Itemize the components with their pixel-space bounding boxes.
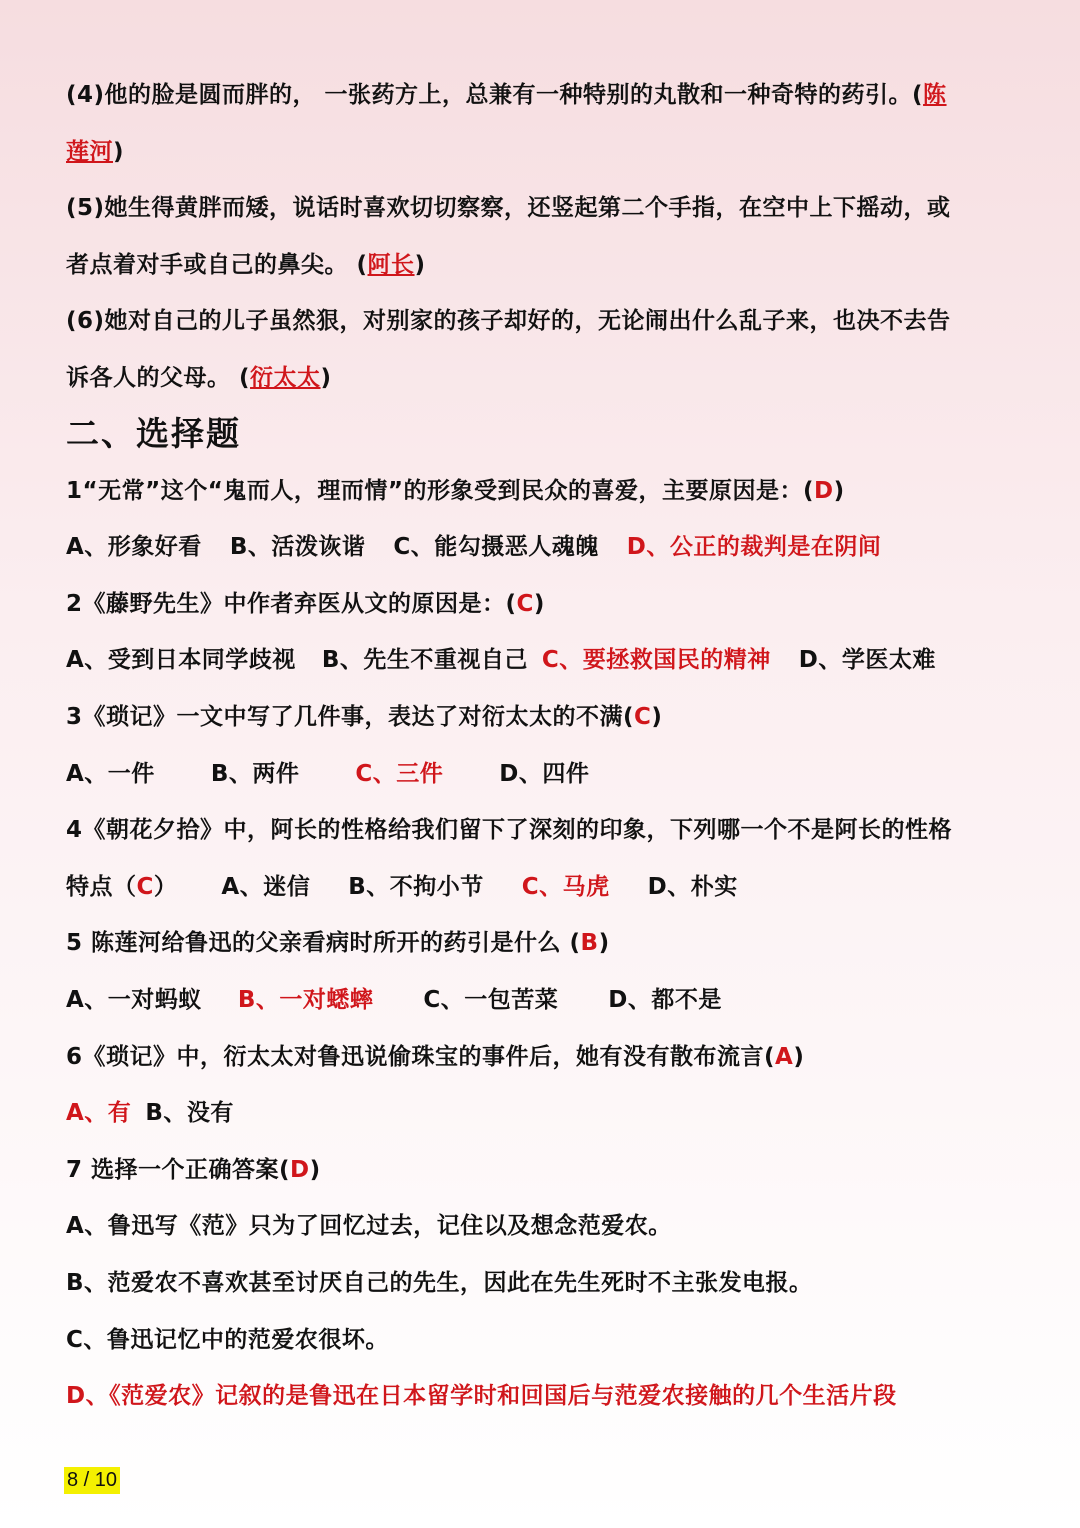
mc-q4-stem: 4《朝花夕拾》中，阿长的性格给我们留下了深刻的印象，下列哪一个不是阿长的性格 bbox=[66, 817, 953, 843]
mc-q5-opt-c: C、一包苦菜 bbox=[423, 987, 559, 1013]
mc-q5-opt-b: B、一对蟋蟀 bbox=[237, 987, 374, 1013]
mc-q5-answer: B bbox=[580, 930, 599, 956]
q4-fill-line: (4)他的脸是圆而胖的， 一张药方上，总兼有一种特别的丸散和一种奇特的药引。(陈 bbox=[66, 82, 947, 108]
q5-fill-line-2: 者点着对手或自己的鼻尖。 (阿长) bbox=[66, 252, 426, 278]
mc-q6-opt-a: A、有 bbox=[66, 1100, 132, 1126]
q6-fill-line: (6)她对自己的儿子虽然狠，对别家的孩子却好的，无论闹出什么乱子来，也决不去告 bbox=[66, 308, 951, 334]
q6-fill-line-2: 诉各人的父母。 (衍太太) bbox=[66, 365, 332, 391]
mc-q1-opt-b: B、活泼诙谐 bbox=[229, 534, 366, 560]
mc-q4-opt-b: B、不拘小节 bbox=[348, 874, 484, 900]
mc-q2-answer: C bbox=[516, 591, 534, 617]
q4-answer-part2: 莲河 bbox=[66, 139, 113, 165]
mc-q6-opt-b: B、没有 bbox=[145, 1100, 234, 1126]
mc-q3-options bbox=[66, 759, 1026, 789]
mc-q1-stem: 1“无常”这个“鬼而人，理而情”的形象受到民众的喜爱，主要原因是：(D) bbox=[66, 478, 845, 504]
page-number: 8 / 10 bbox=[64, 1467, 120, 1494]
mc-q2-options bbox=[66, 645, 1026, 675]
mc-q1-answer: D bbox=[813, 478, 834, 504]
mc-q2-opt-a: A、受到日本同学歧视 bbox=[66, 647, 296, 673]
q5-fill-line: (5)她生得黄胖而矮，说话时喜欢切切察察，还竖起第二个手指，在空中上下摇动，或 bbox=[66, 195, 951, 221]
q6-answer: 衍太太 bbox=[250, 365, 321, 391]
mc-q6-answer: A bbox=[775, 1044, 794, 1070]
mc-q4-answer: C bbox=[136, 874, 154, 900]
mc-q3-opt-c: C、三件 bbox=[355, 761, 444, 787]
mc-q3-answer: C bbox=[634, 704, 652, 730]
mc-q7-opt-d: D、《范爱农》记叙的是鲁迅在日本留学时和回国后与范爱农接触的几个生活片段 bbox=[66, 1383, 897, 1409]
mc-q7-opt-c: C、鲁迅记忆中的范爱农很坏。 bbox=[66, 1327, 389, 1353]
q4-fill-line-2: 莲河) bbox=[66, 139, 125, 165]
mc-q1-opt-d: D、公正的裁判是在阴间 bbox=[626, 534, 882, 560]
mc-q7-opt-a: A、鲁迅写《范》只为了回忆过去，记住以及想念范爱农。 bbox=[66, 1213, 672, 1239]
section-heading: 二、选择题 bbox=[66, 414, 241, 453]
mc-q2-stem: 2《藤野先生》中作者弃医从文的原因是：(C) bbox=[66, 591, 545, 617]
q4-answer-part1: 陈 bbox=[923, 82, 947, 108]
mc-q1-options bbox=[66, 532, 1026, 562]
mc-q2-opt-c: C、要拯救国民的精神 bbox=[541, 647, 771, 673]
mc-q7-opt-b: B、范爱农不喜欢甚至讨厌自己的先生，因此在先生死时不主张发电报。 bbox=[66, 1270, 813, 1296]
mc-q3-opt-d: D、四件 bbox=[499, 761, 590, 787]
mc-q4-opt-c: C、马虎 bbox=[521, 874, 610, 900]
mc-q7-answer: D bbox=[290, 1157, 310, 1183]
mc-q3-stem: 3《琐记》一文中写了几件事，表达了对衍太太的不满(C) bbox=[66, 704, 663, 730]
mc-q1-opt-c: C、能勾摄恶人魂魄 bbox=[393, 534, 599, 560]
mc-q6-stem: 6《琐记》中，衍太太对鲁迅说偷珠宝的事件后，她有没有散布流言(A) bbox=[66, 1044, 805, 1070]
mc-q4-options: 特点（C） A、迷信 B、不拘小节 C、马虎 D、朴实 bbox=[66, 874, 738, 900]
mc-q5-options bbox=[66, 985, 1026, 1015]
mc-q3-opt-a: A、一件 bbox=[66, 761, 155, 787]
q5-answer: 阿长 bbox=[367, 252, 415, 278]
mc-q5-stem: 5 陈莲河给鲁迅的父亲看病时所开的药引是什么 (B) bbox=[66, 930, 610, 956]
mc-q6-options bbox=[66, 1098, 1026, 1128]
mc-q5-opt-d: D、都不是 bbox=[608, 987, 722, 1013]
mc-q1-opt-a: A、形象好看 bbox=[66, 534, 202, 560]
mc-q3-opt-b: B、两件 bbox=[210, 761, 300, 787]
mc-q5-opt-a: A、一对蚂蚁 bbox=[66, 987, 202, 1013]
mc-q4-opt-a: A、迷信 bbox=[221, 874, 311, 900]
mc-q2-opt-d: D、学医太难 bbox=[798, 647, 936, 673]
mc-q2-opt-b: B、先生不重视自己 bbox=[321, 647, 528, 673]
mc-q4-opt-d: D、朴实 bbox=[647, 874, 738, 900]
mc-q7-stem: 7 选择一个正确答案(D) bbox=[66, 1157, 321, 1183]
